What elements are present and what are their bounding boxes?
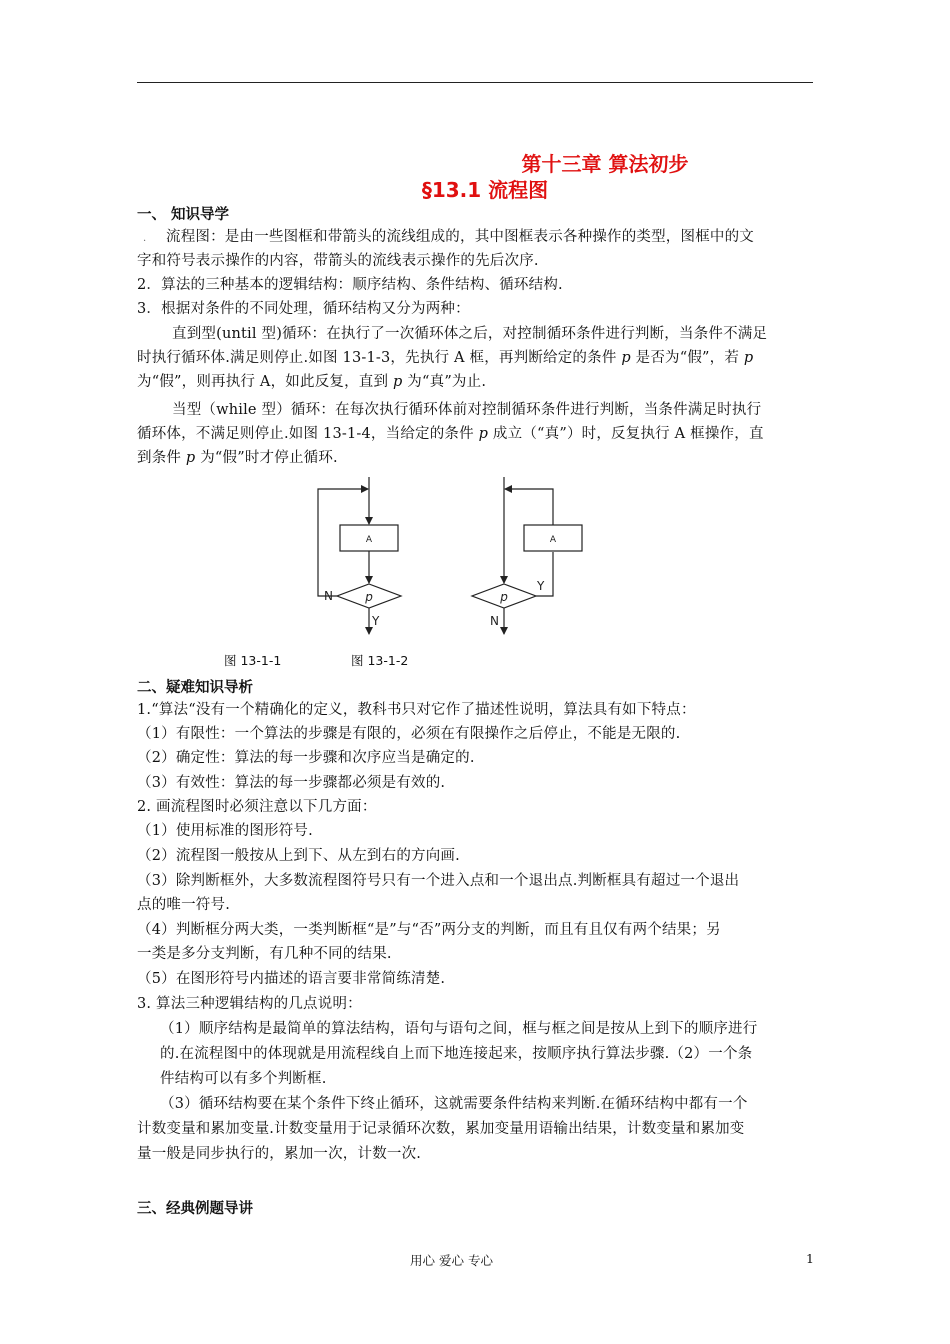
flowchart-while <box>472 477 582 634</box>
p2-line: 2. 画流程图时必须注意以下几方面： <box>137 799 377 815</box>
cond-label-p: p <box>365 590 373 604</box>
item1-line2: 字和符号表示操作的内容，带箭头的流线表示操作的先后次序. <box>137 253 539 269</box>
item3: 3．根据对条件的不同处理，循环结构又分为两种： <box>137 301 470 317</box>
item1-line1: 流程图：是由一些图框和带箭头的流线组成的，其中图框表示各种操作的类型，图框中的文 <box>166 229 754 245</box>
while-line3: 到条件 p 为“假”时才停止循环. <box>137 450 338 466</box>
p2-line: 件结构可以有多个判断框. <box>160 1071 327 1087</box>
chapter-title: 第十三章 算法初步 <box>521 152 689 176</box>
heading-difficult: 二、疑难知识导析 <box>137 680 253 696</box>
cond-label-p: p <box>500 590 508 604</box>
p2-line: （5）在图形符号内描述的语言要非常简练清楚. <box>137 971 446 987</box>
p2-line: 计数变量和累加变量.计数变量用于记录循环次数，累加变量用语输出结果，计数变量和累加变 <box>137 1121 745 1137</box>
flowchart-diagrams <box>300 470 600 640</box>
p2-line: （2）确定性：算法的每一步骤和次序应当是确定的. <box>137 750 475 766</box>
p2-line: 点的唯一符号. <box>137 897 231 913</box>
caption-fig1: 图 13-1-1 <box>224 653 282 668</box>
until-line1: 直到型(until 型)循环：在执行了一次循环体之后，对控制循环条件进行判断，当条件不满足 <box>172 326 768 342</box>
p2-line: 3. 算法三种逻辑结构的几点说明： <box>137 996 362 1012</box>
p2-line: （4）判断框分两大类，一类判断框“是”与“否”两分支的判断，而且有且仅有两个结果；另 <box>137 922 721 938</box>
fig1-y-label: Y <box>372 614 380 628</box>
footer-slogan: 用心 爱心 专心 <box>410 1253 493 1268</box>
caption-fig2: 图 13-1-2 <box>351 653 409 668</box>
p2-line: （1）顺序结构是最简单的算法结构，语句与语句之间，框与框之间是按从上到下的顺序进行 <box>160 1021 758 1037</box>
p2-line: 1.“算法“没有一个精确化的定义，教科书只对它作了描述性说明，算法具有如下特点： <box>137 702 696 718</box>
item2: 2．算法的三种基本的逻辑结构：顺序结构、条件结构、循环结构. <box>137 277 563 293</box>
fig1-n-label: N <box>324 589 333 603</box>
flowchart-until <box>318 477 401 634</box>
while-line1: 当型（while 型）循环：在每次执行循环体前对控制循环条件进行判断，当条件满足时执行 <box>172 402 762 418</box>
var-p: p <box>478 426 489 442</box>
fig2-y-label: Y <box>537 579 545 593</box>
p2-line: 的.在流程图中的体现就是用流程线自上而下地连接起来，按顺序执行算法步骤.（2）一个条 <box>160 1046 753 1062</box>
var-p: p <box>393 374 403 390</box>
item1-marker: . <box>143 233 147 244</box>
page-number: 1 <box>806 1251 814 1266</box>
header-rule <box>137 82 813 83</box>
box-label-a: A <box>549 535 557 545</box>
p2-line: （2）流程图一般按从上到下、从左到右的方向画. <box>137 848 460 864</box>
box-label-a: A <box>365 535 373 545</box>
p2-line: （1）使用标准的图形符号. <box>137 823 313 839</box>
heading-examples: 三、经典例题导讲 <box>137 1201 253 1217</box>
heading-knowledge: 一、 知识导学 <box>137 207 230 223</box>
p2-line: 量一般是同步执行的，累加一次，计数一次. <box>137 1146 422 1162</box>
p2-line: （3）循环结构要在某个条件下终止循环，这就需要条件结构来判断.在循环结构中都有一个 <box>160 1096 748 1112</box>
p2-line: （1）有限性：一个算法的步骤是有限的，必须在有限操作之后停止，不能是无限的. <box>137 726 681 742</box>
var-p: p <box>185 450 196 466</box>
p2-line: （3）有效性：算法的每一步骤都必须是有效的. <box>137 775 446 791</box>
var-p: p <box>743 350 754 366</box>
until-line3: 为“假”，则再执行 A，如此反复，直到 p 为“真”为止. <box>137 374 487 390</box>
p2-line: （3）除判断框外，大多数流程图符号只有一个进入点和一个退出点.判断框具有超过一个退出 <box>137 873 740 889</box>
fig2-n-label: N <box>490 614 499 628</box>
until-line2: 时执行循环体.满足则停止.如图 13-1-3，先执行 A 框，再判断给定的条件 p 是否为“假”，若 p <box>137 350 754 366</box>
section-title: §13.1 流程图 <box>421 178 549 202</box>
p2-line: 一类是多分支判断，有几种不同的结果. <box>137 946 392 962</box>
var-p: p <box>621 350 631 366</box>
while-line2: 循环体，不满足则停止.如图 13-1-4，当给定的条件 p 成立（“真”）时，反复执行 A 框操作，直 <box>137 426 764 442</box>
